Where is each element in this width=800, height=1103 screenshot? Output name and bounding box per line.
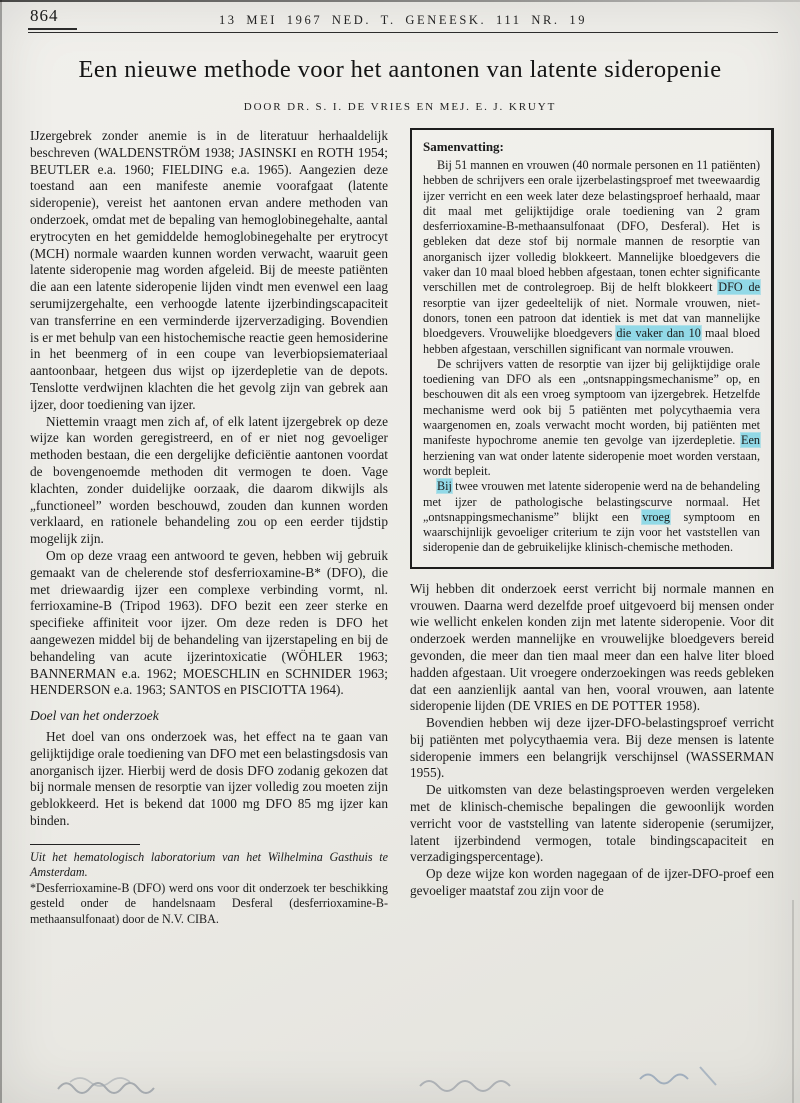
journal-title-line: 13 MEI 1967 NED. T. GENEESK. 111 NR. 19 <box>218 13 588 27</box>
scribble-right <box>640 1075 688 1084</box>
body-paragraph: Wij hebben dit onderzoek eerst verricht bij normale mannen en vrouwen. Daarna werd dezelfde proef uitgevoerd bij mensen onder wie wellicht enkelen konden zijn met latente sideropenie. Voor dit onderzoek werden mannelijke en vrouwelijke bloedgevers bereid gevonden, die meer dan tien maal meer dan een halve liter bloed hadden afgestaan. Uit vroegere onderzoekingen was reeds gebleken dat een aanzienlijk aantal van hen, vooral vrouwen, aan latente sideropenie lijden (DE VRIES en DE POTTER 1958). <box>410 580 774 714</box>
summary-paragraph: Bij 51 mannen en vrouwen (40 normale personen en 11 patiënten) hebben de schrijvers een orale ijzerbelastingsproef met tweewaardig ijzer verricht en een week later deze belastingsproef herhaald, maar dit maal met gelijktijdige orale toediening van 2 gram desferrioxamine-B-methaansulfonaat (DFO, Desferal). Het is gebleken dat deze stof bij normale mannen de resorptie van anorganisch ijzer volledig blokkeert. Mannelijke bloedgevers die vaker dan 10 maal bloed hebben afgestaan, tonen echter significante verschillen met de controlegroep. Bij de helft blokkeert DFO de resorptie van ijzer gedeeltelijk of niet. Normale vrouwen, niet-donors, tonen een patroon dat identiek is met dat van mannelijke bloedgevers. Vrouwelijke bloedgevers die vaker dan 10 maal bloed hebben afgestaan, verschillen significant van normale vrouwen. <box>423 158 760 356</box>
summary-box <box>410 128 774 569</box>
summary-paragraph: Bij twee vrouwen met latente sideropenie werd na de behandeling met ijzer de pathologische belastingscurve normaal. Het „ontsnappingsmechanisme” blijkt een vroeg symptoom en waarschijnlijk gevoeliger criterium te zijn voor het vaststellen van sideropenie dan de gebruikelijke klinisch-chemische methoden. <box>423 479 760 555</box>
scan-edge-right <box>792 900 794 1103</box>
body-paragraph: Het doel van ons onderzoek was, het effect na te gaan van gelijktijdige orale toediening van DFO met een belastingsdosis van anorganisch ijzer. Hierbij werd de dosis DFO zodanig gekozen dat bij normale mensen de resorptie van ijzer volledig zou moeten zijn geblokkeerd. Het is bekend dat 1000 mg DFO 85 mg ijzer kan binden. <box>30 729 388 829</box>
section-heading: Doel van het onderzoek <box>30 708 159 724</box>
page-header <box>28 6 778 33</box>
left-column <box>30 128 388 927</box>
scribble-left <box>58 1083 154 1093</box>
article-title: Een nieuwe methode voor het aantonen van latente sideropenie <box>78 56 722 83</box>
scribble-slash <box>700 1067 716 1085</box>
footnote-affiliation: Uit het hematologisch laboratorium van het Wilhelmina Gasthuis te Amsterdam. <box>30 849 388 880</box>
right-column <box>410 128 774 927</box>
summary-heading: Samenvatting: <box>423 139 504 154</box>
body-paragraph: Bovendien hebben wij deze ijzer-DFO-belastingsproef verricht bij patiënten met polycythaemia vera. Bij deze mensen is latente sideropenie immers een belangrijk verschijnsel (WASSERMAN 1955). <box>410 715 774 781</box>
scan-edge-left <box>0 0 2 1103</box>
scan-edge-top <box>0 0 800 2</box>
body-paragraph: De uitkomsten van deze belastingsproeven werden vergeleken met de klinisch-chemische bepalingen die gewoonlijk worden verricht voor de vaststelling van latente sideropenie (serumijzer, latent ijzerbindend vermogen, totale bindingscapaciteit en verzadigingspercentage). <box>410 782 774 865</box>
summary-paragraph: De schrijvers vatten de resorptie van ijzer bij gelijktijdige orale toediening van DFO als een „ontsnappingsmechanisme” op, en beschouwen dit als een vroeg symptoom van ijzergebrek. Hetzelfde mechanisme werd ook bij 5 patiënten met polycythaemia vera waargenomen en, zoals verwacht mocht worden, bij patiënten met manifeste hypochrome anemie ten gevolge van ijzerdepletie. Een herziening van wat onder latente sideropenie moet worden verstaan, wordt bepleit. <box>423 356 760 478</box>
scan-scribble-marks <box>0 1049 800 1099</box>
body-paragraph: Niettemin vraagt men zich af, of elk latent ijzergebrek op deze wijze kan worden geregistreerd, en of er niet nog gevoeliger methoden bestaan, die een dergelijke deficiëntie aantonen voordat de bovengenoemde methoden dit vermogen te doen. Vage klachten, zonder duidelijke oorzaak, die daarom dikwijls als „functioneel” worden beschouwd, zouden dan kunnen worden verklaard, en rationele behandeling zou op een eerder tijdstip mogelijk zijn. <box>30 413 388 547</box>
body-paragraph: IJzergebrek zonder anemie is in de literatuur herhaaldelijk beschreven (WALDENSTRÖM 1938; JASINSKI en ROTH 1954; BEUTLER e.a. 1960; FIELDING e.a. 1965). Aangezien deze toestand aan een manifeste anemie voorafgaat (latente sideropenie), vereist het aantonen ervan andere methoden van onderzoek, omdat met de bepaling van hemoglobinegehalte, aantal erytrocyten en het gemiddelde hemoglobinegehalte per erytrocyt (MCH) normale waarden kunnen worden verwacht, waaruit geen latente sideropenie mag worden afgeleid. Bij de meeste patiënten die aan een latente sideropenie lijden vindt men evenwel een laag serumijzergehalte, een verhoogde latente ijzerbindingscapaciteit van transferrine en een verminderde ijzerverzadiging. Bovendien is er met behulp van een histochemische reactie geen hemosiderine in het beenmerg of in een coupe van leverbiopsiemateriaal aantoonbaar, hetgeen dus wijst op ijzerdepletie van de depots. Tenslotte verdwijnen klachten die het gevolg zijn van gebrek aan ijzer, door toediening van ijzer. <box>30 128 388 412</box>
two-column-body <box>30 128 774 927</box>
scribble-left-2 <box>70 1078 130 1086</box>
footnote-desferal: *Desferrioxamine-B (DFO) werd ons voor dit onderzoek ter beschikking gesteld onder de handelsnaam Desferal (desferrioxamine-B-methaansulfonaat) door de N.V. CIBA. <box>30 880 388 926</box>
page-number: 864 <box>28 6 77 30</box>
body-paragraph: Om op deze vraag een antwoord te geven, hebben wij gebruik gemaakt van de chelerende stof desferrioxamine-B* (DFO), die met driewaardig ijzer een complexe verbinding vormt, nl. ferrioxamine-B (Tripod 1963). DFO bezit een zeer sterke en specifieke affiniteit voor ijzer. Om deze reden is DFO het aangewezen middel bij de behandeling van ijzerstapeling en bij de behandeling van acute ijzerintoxicatie (WÖHLER 1963; BANNERMAN e.a. 1962; MOESCHLIN en SCHNIDER 1963; HENDERSON e.a. 1963; SANTOS en PISCIOTTA 1964). <box>30 547 388 698</box>
scribble-center <box>420 1081 510 1091</box>
footnote-rule <box>30 844 140 845</box>
body-paragraph: Op deze wijze kon worden nagegaan of de ijzer-DFO-proef een gevoeliger maatstaf zou zijn voor de <box>410 866 774 899</box>
article-byline: DOOR DR. S. I. DE VRIES EN MEJ. E. J. KRUYT <box>243 101 557 113</box>
